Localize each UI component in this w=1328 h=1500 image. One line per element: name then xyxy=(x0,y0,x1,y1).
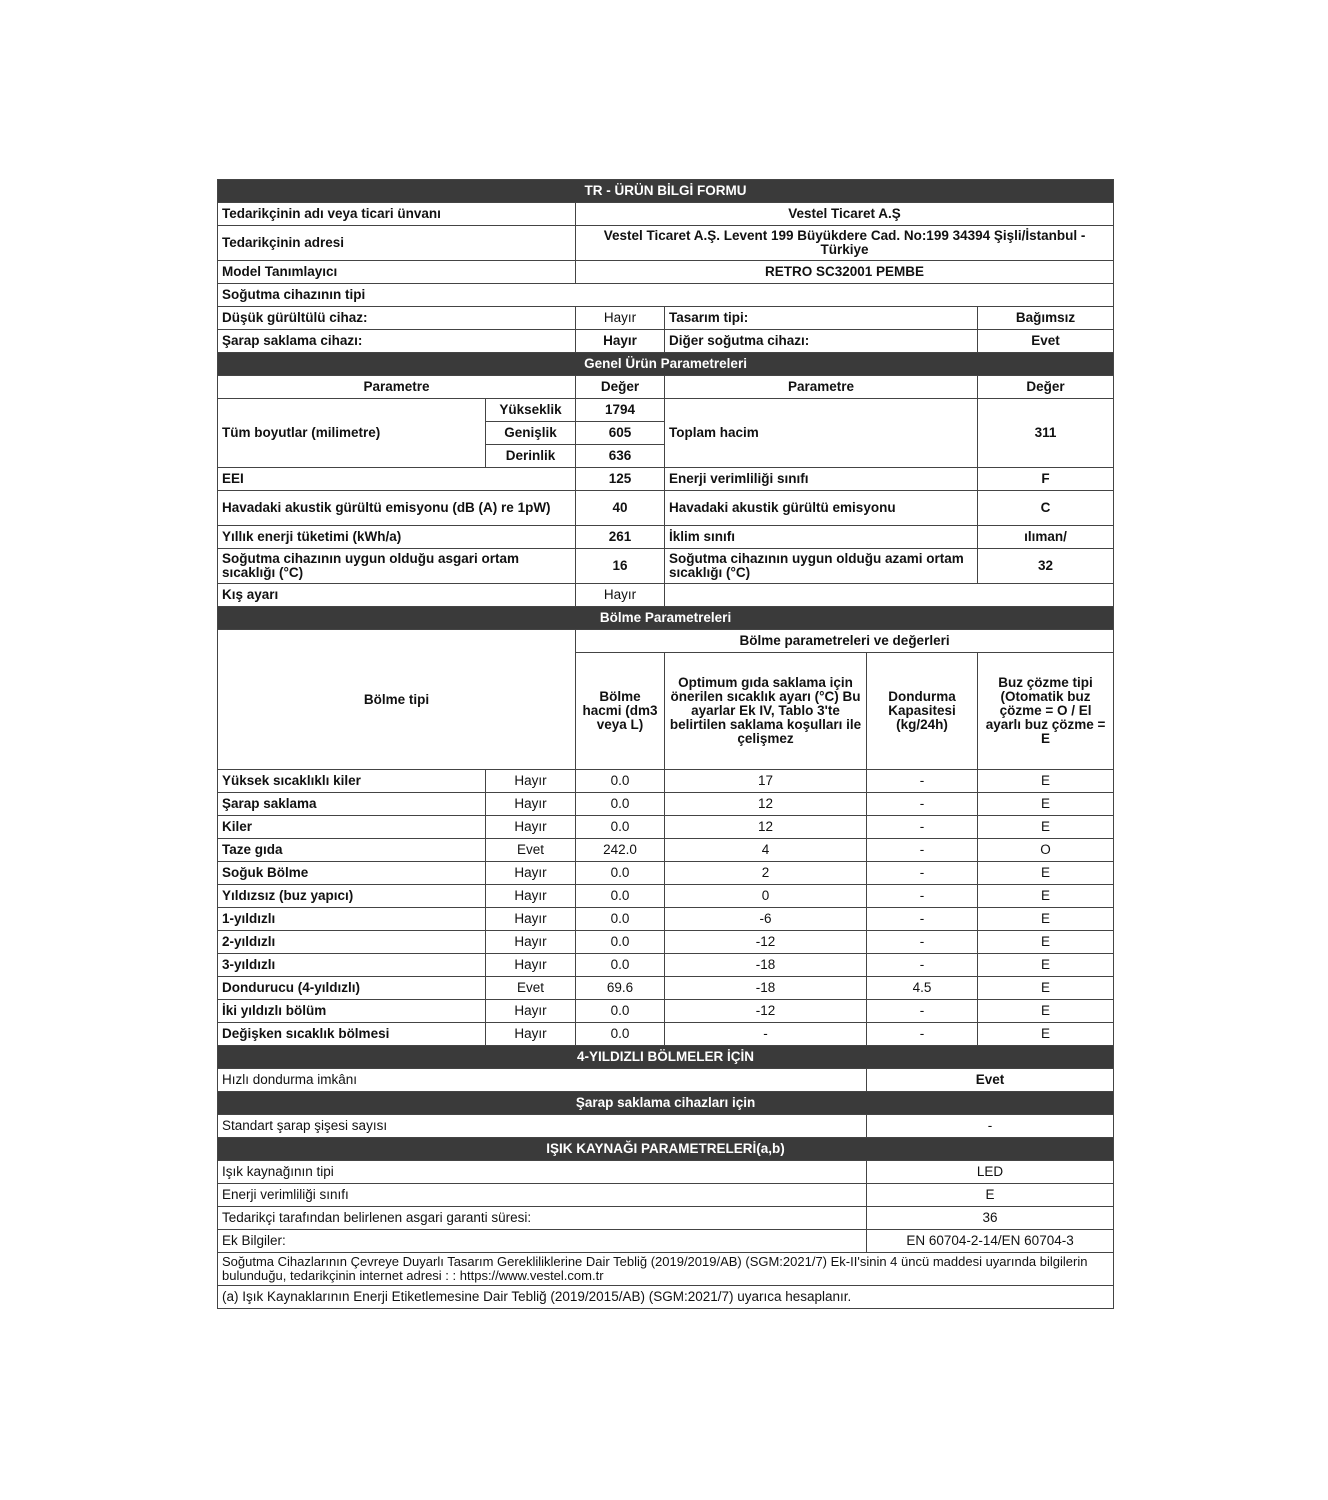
value-header-left: Değer xyxy=(576,376,665,399)
compartment-temp: -18 xyxy=(665,954,867,977)
compartment-row xyxy=(218,1000,1114,1023)
compartment-params-title: Bölme Parametreleri xyxy=(218,607,1114,630)
appliance-type-label: Soğutma cihazının tipi xyxy=(218,284,1114,307)
compartment-volume: 0.0 xyxy=(576,931,665,954)
footnote-a: (a) Işık Kaynaklarının Enerji Etiketlemesine Dair Tebliğ (2019/2015/AB) (SGM:2021/7) uyarıca hesaplanır. xyxy=(218,1286,1114,1309)
depth-label: Derinlik xyxy=(486,445,576,468)
compartment-name: Şarap saklama xyxy=(218,793,486,816)
compartment-freeze-capacity: - xyxy=(867,908,978,931)
max-temp-label: Soğutma cihazının uygun olduğu azami ortam sıcaklığı (°C) xyxy=(665,549,978,584)
low-noise-value: Hayır xyxy=(576,307,665,330)
supplier-name-label: Tedarikçinin adı veya ticari ünvanı xyxy=(218,203,576,226)
noise-class-label: Havadaki akustik gürültü emisyonu xyxy=(665,491,978,526)
compartment-freeze-capacity: - xyxy=(867,793,978,816)
compartment-temp: 4 xyxy=(665,839,867,862)
light-class-value: E xyxy=(867,1184,1114,1207)
compartment-name: 1-yıldızlı xyxy=(218,908,486,931)
depth-value: 636 xyxy=(576,445,665,468)
compartment-name: Değişken sıcaklık bölmesi xyxy=(218,1023,486,1046)
compartment-defrost: E xyxy=(978,908,1114,931)
compartment-temp: -18 xyxy=(665,977,867,1000)
compartment-present: Hayır xyxy=(486,931,576,954)
compartment-temp: 17 xyxy=(665,770,867,793)
compartment-freeze-capacity: - xyxy=(867,885,978,908)
compartment-volume: 0.0 xyxy=(576,1000,665,1023)
design-type-label: Tasarım tipi: xyxy=(665,307,978,330)
compartment-freeze-capacity: 4.5 xyxy=(867,977,978,1000)
model-identifier: RETRO SC32001 PEMBE xyxy=(576,261,1114,284)
compartment-volume: 0.0 xyxy=(576,885,665,908)
param-header-right: Parametre xyxy=(665,376,978,399)
light-source-title: IŞIK KAYNAĞI PARAMETRELERİ(a,b) xyxy=(218,1138,1114,1161)
design-type-value: Bağımsız xyxy=(978,307,1114,330)
compartment-name: 3-yıldızlı xyxy=(218,954,486,977)
height-value: 1794 xyxy=(576,399,665,422)
compartment-row xyxy=(218,816,1114,839)
compartment-name: İki yıldızlı bölüm xyxy=(218,1000,486,1023)
empty-cell xyxy=(665,584,1114,607)
compartment-present: Hayır xyxy=(486,793,576,816)
compartment-name: Dondurucu (4-yıldızlı) xyxy=(218,977,486,1000)
compartment-type-header: Bölme tipi xyxy=(218,630,576,770)
compartment-volume: 0.0 xyxy=(576,862,665,885)
compartment-present: Evet xyxy=(486,839,576,862)
compartment-rows xyxy=(218,770,1114,1046)
total-volume-label: Toplam hacim xyxy=(665,399,978,468)
compartment-name: Kiler xyxy=(218,816,486,839)
compartment-defrost: E xyxy=(978,885,1114,908)
compartment-defrost: E xyxy=(978,793,1114,816)
compartment-row xyxy=(218,1023,1114,1046)
light-class-label: Enerji verimliliği sınıfı xyxy=(218,1184,867,1207)
footnote-website: Soğutma Cihazlarının Çevreye Duyarlı Tasarım Gerekliliklerine Dair Tebliğ (2019/2019/AB) (SGM:2021/7) Ek-II'sinin 4 üncü maddesi uyarında bilgilerin bulunduğu, tedarikçinin internet adresi : : https://www.vestel.com.tr xyxy=(218,1253,1114,1286)
warranty-label: Tedarikçi tarafından belirlenen asgari garanti süresi: xyxy=(218,1207,867,1230)
compartment-temp: -12 xyxy=(665,931,867,954)
compartment-defrost: E xyxy=(978,977,1114,1000)
extra-info-label: Ek Bilgiler: xyxy=(218,1230,867,1253)
compartment-temp: 12 xyxy=(665,793,867,816)
defrost-type-header: Buz çözme tipi (Otomatik buz çözme = O / El ayarlı buz çözme = E xyxy=(978,653,1114,770)
compartment-defrost: E xyxy=(978,862,1114,885)
temp-setting-header: Optimum gıda saklama için önerilen sıcaklık ayarı (°C) Bu ayarlar Ek IV, Tablo 3'te belirtilen saklama koşulları ile çelişmez xyxy=(665,653,867,770)
compartment-defrost: E xyxy=(978,931,1114,954)
wine-bottles-value: - xyxy=(867,1115,1114,1138)
dimensions-label: Tüm boyutlar (milimetre) xyxy=(218,399,486,468)
compartment-volume: 0.0 xyxy=(576,816,665,839)
compartment-defrost: E xyxy=(978,1023,1114,1046)
compartment-row xyxy=(218,885,1114,908)
fast-freeze-value: Evet xyxy=(867,1069,1114,1092)
compartment-present: Hayır xyxy=(486,816,576,839)
climate-class-label: İklim sınıfı xyxy=(665,526,978,549)
compartment-volume: 0.0 xyxy=(576,954,665,977)
annual-energy-label: Yıllık enerji tüketimi (kWh/a) xyxy=(218,526,576,549)
compartment-temp: 2 xyxy=(665,862,867,885)
width-label: Genişlik xyxy=(486,422,576,445)
height-label: Yükseklik xyxy=(486,399,576,422)
volume-header: Bölme hacmi (dm3 veya L) xyxy=(576,653,665,770)
compartment-row xyxy=(218,770,1114,793)
compartment-volume: 242.0 xyxy=(576,839,665,862)
energy-class-value: F xyxy=(978,468,1114,491)
compartment-temp: -6 xyxy=(665,908,867,931)
compartment-name: Yüksek sıcaklıklı kiler xyxy=(218,770,486,793)
supplier-name: Vestel Ticaret A.Ş xyxy=(576,203,1114,226)
compartment-temp: 12 xyxy=(665,816,867,839)
compartment-present: Hayır xyxy=(486,770,576,793)
light-type-value: LED xyxy=(867,1161,1114,1184)
compartment-volume: 0.0 xyxy=(576,1023,665,1046)
param-header-left: Parametre xyxy=(218,376,576,399)
compartment-present: Hayır xyxy=(486,954,576,977)
min-temp-value: 16 xyxy=(576,549,665,584)
wine-storage-value: Hayır xyxy=(576,330,665,353)
compartment-freeze-capacity: - xyxy=(867,839,978,862)
compartment-name: Taze gıda xyxy=(218,839,486,862)
form-title: TR - ÜRÜN BİLGİ FORMU xyxy=(218,180,1114,203)
light-type-label: Işık kaynağının tipi xyxy=(218,1161,867,1184)
compartment-present: Hayır xyxy=(486,908,576,931)
compartment-subheader: Bölme parametreleri ve değerleri xyxy=(576,630,1114,653)
extra-info-value: EN 60704-2-14/EN 60704-3 xyxy=(867,1230,1114,1253)
climate-class-value: ılıman/ xyxy=(978,526,1114,549)
compartment-freeze-capacity: - xyxy=(867,816,978,839)
compartment-volume: 0.0 xyxy=(576,793,665,816)
compartment-name: Soğuk Bölme xyxy=(218,862,486,885)
compartment-row xyxy=(218,793,1114,816)
product-information-sheet xyxy=(217,179,1113,1309)
compartment-freeze-capacity: - xyxy=(867,931,978,954)
min-temp-label: Soğutma cihazının uygun olduğu asgari ortam sıcaklığı (°C) xyxy=(218,549,576,584)
compartment-present: Hayır xyxy=(486,885,576,908)
compartment-freeze-capacity: - xyxy=(867,1023,978,1046)
compartment-name: 2-yıldızlı xyxy=(218,931,486,954)
compartment-name: Yıldızsız (buz yapıcı) xyxy=(218,885,486,908)
winter-setting-value: Hayır xyxy=(576,584,665,607)
energy-class-label: Enerji verimliliği sınıfı xyxy=(665,468,978,491)
compartment-freeze-capacity: - xyxy=(867,862,978,885)
compartment-defrost: E xyxy=(978,954,1114,977)
compartment-volume: 0.0 xyxy=(576,770,665,793)
noise-label: Havadaki akustik gürültü emisyonu (dB (A) re 1pW) xyxy=(218,491,576,526)
supplier-address: Vestel Ticaret A.Ş. Levent 199 Büyükdere Cad. No:199 34394 Şişli/İstanbul - Türkiye xyxy=(576,226,1114,261)
warranty-value: 36 xyxy=(867,1207,1114,1230)
supplier-address-label: Tedarikçinin adresi xyxy=(218,226,576,261)
compartment-present: Hayır xyxy=(486,1000,576,1023)
max-temp-value: 32 xyxy=(978,549,1114,584)
eei-label: EEI xyxy=(218,468,576,491)
wine-section-title: Şarap saklama cihazları için xyxy=(218,1092,1114,1115)
winter-setting-label: Kış ayarı xyxy=(218,584,576,607)
annual-energy-value: 261 xyxy=(576,526,665,549)
other-appliance-label: Diğer soğutma cihazı: xyxy=(665,330,978,353)
compartment-freeze-capacity: - xyxy=(867,954,978,977)
low-noise-label: Düşük gürültülü cihaz: xyxy=(218,307,576,330)
compartment-volume: 69.6 xyxy=(576,977,665,1000)
four-star-title: 4-YILDIZLI BÖLMELER İÇİN xyxy=(218,1046,1114,1069)
compartment-volume: 0.0 xyxy=(576,908,665,931)
compartment-row xyxy=(218,862,1114,885)
compartment-row xyxy=(218,954,1114,977)
total-volume-value: 311 xyxy=(978,399,1114,468)
noise-class-value: C xyxy=(978,491,1114,526)
noise-value: 40 xyxy=(576,491,665,526)
compartment-defrost: O xyxy=(978,839,1114,862)
compartment-row xyxy=(218,908,1114,931)
wine-bottles-label: Standart şarap şişesi sayısı xyxy=(218,1115,867,1138)
model-label: Model Tanımlayıcı xyxy=(218,261,576,284)
value-header-right: Değer xyxy=(978,376,1114,399)
compartment-defrost: E xyxy=(978,770,1114,793)
fast-freeze-label: Hızlı dondurma imkânı xyxy=(218,1069,867,1092)
compartment-row xyxy=(218,931,1114,954)
compartment-temp: -12 xyxy=(665,1000,867,1023)
compartment-row xyxy=(218,977,1114,1000)
compartment-present: Hayır xyxy=(486,1023,576,1046)
freeze-capacity-header: Dondurma Kapasitesi (kg/24h) xyxy=(867,653,978,770)
compartment-defrost: E xyxy=(978,1000,1114,1023)
other-appliance-value: Evet xyxy=(978,330,1114,353)
compartment-temp: 0 xyxy=(665,885,867,908)
info-form-table xyxy=(217,179,1114,1309)
compartment-defrost: E xyxy=(978,816,1114,839)
compartment-freeze-capacity: - xyxy=(867,770,978,793)
general-params-title: Genel Ürün Parametreleri xyxy=(218,353,1114,376)
compartment-present: Evet xyxy=(486,977,576,1000)
eei-value: 125 xyxy=(576,468,665,491)
width-value: 605 xyxy=(576,422,665,445)
compartment-temp: - xyxy=(665,1023,867,1046)
wine-storage-label: Şarap saklama cihazı: xyxy=(218,330,576,353)
compartment-present: Hayır xyxy=(486,862,576,885)
compartment-row xyxy=(218,839,1114,862)
compartment-freeze-capacity: - xyxy=(867,1000,978,1023)
